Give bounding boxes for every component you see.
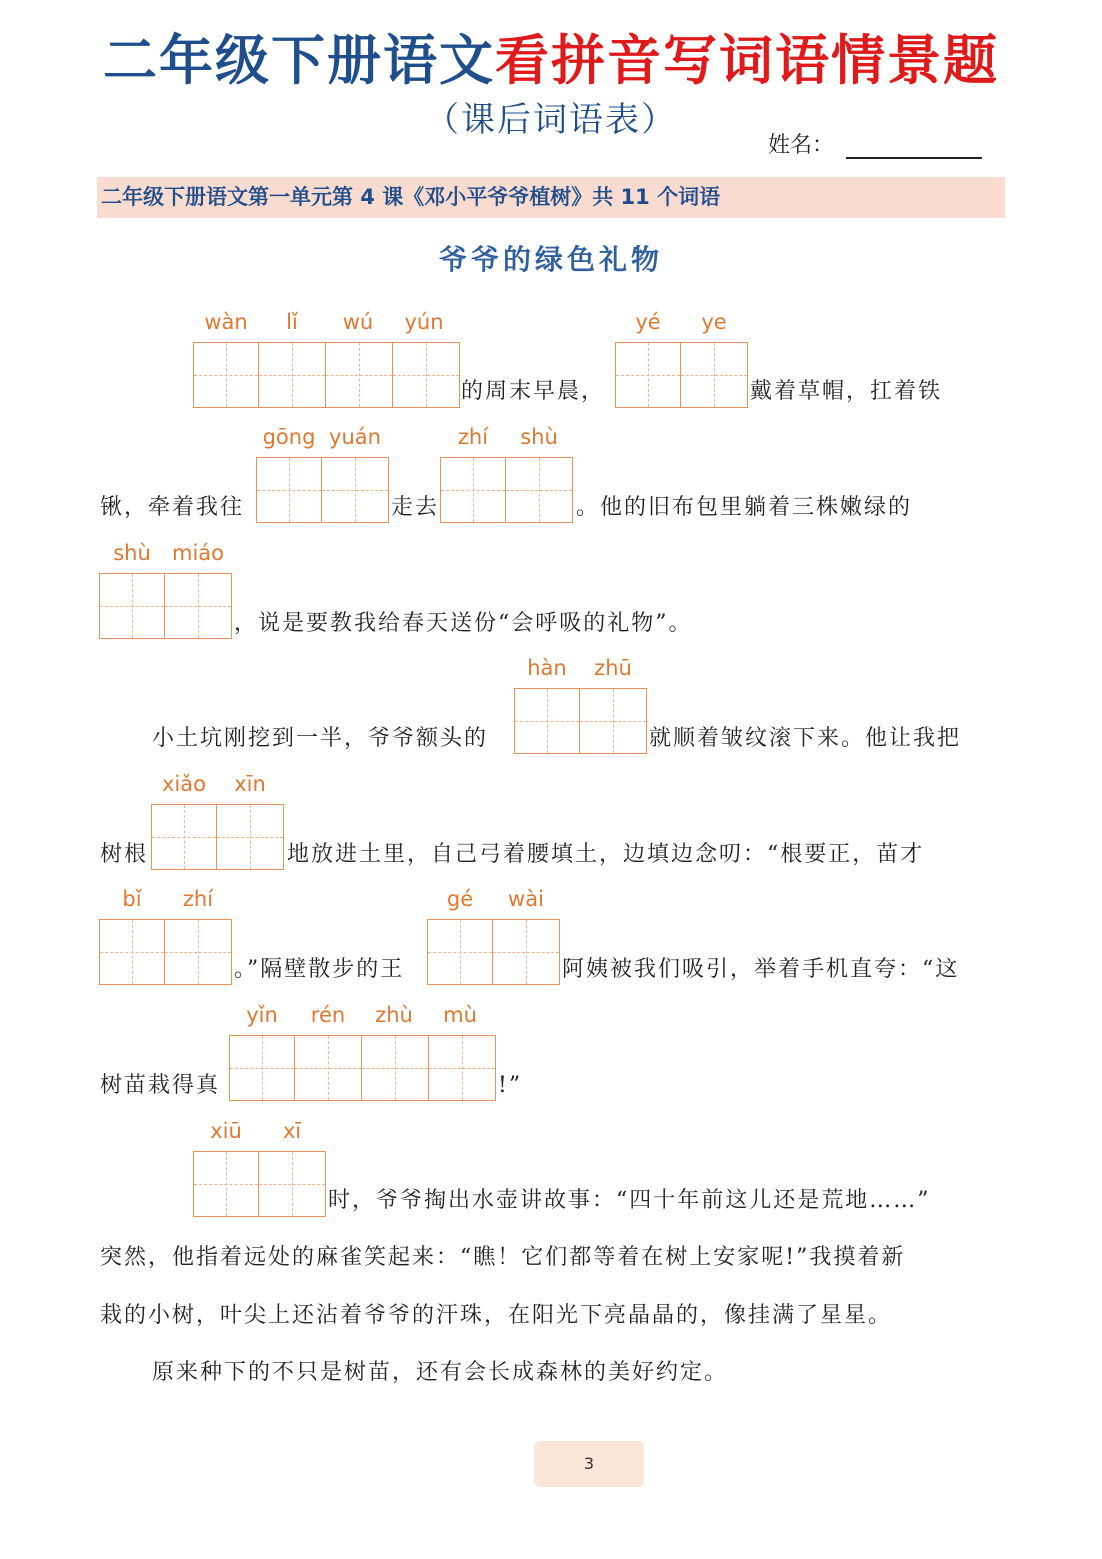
page-title — [0, 28, 1102, 94]
pinyin: yún — [404, 310, 444, 334]
pinyin: shù — [113, 541, 151, 565]
writing-cell[interactable] — [99, 573, 165, 639]
pinyin: hàn — [527, 656, 567, 680]
story-text: 就顺着皱纹滚下来。他让我把 — [649, 726, 962, 751]
writing-cell[interactable] — [580, 688, 647, 754]
writing-cell[interactable] — [493, 919, 560, 985]
writing-cell[interactable] — [427, 919, 493, 985]
story-text: 小土坑刚挖到一半，爷爷额头的 — [152, 726, 489, 751]
pinyin: xīn — [234, 772, 266, 796]
writing-cell[interactable] — [295, 1035, 362, 1101]
pinyin: gōng — [262, 425, 316, 449]
pinyin: miáo — [171, 541, 224, 565]
word-8 — [99, 886, 232, 985]
pinyin: yé — [635, 310, 661, 334]
pinyin: mù — [443, 1003, 477, 1027]
pinyin: xī — [282, 1119, 302, 1143]
writing-cell[interactable] — [326, 342, 393, 408]
story-text: 原来种下的不只是树苗，还有会长成森林的美好约定。 — [152, 1360, 729, 1385]
word-3 — [256, 424, 389, 523]
writing-cell[interactable] — [99, 919, 165, 985]
pinyin: wàn — [204, 310, 248, 334]
writing-cell[interactable] — [514, 688, 580, 754]
story-text: 时，爷爷掏出水壶讲故事：“四十年前这儿还是荒地……” — [328, 1188, 931, 1213]
pinyin: lǐ — [286, 310, 298, 334]
pinyin: zhù — [375, 1003, 413, 1027]
story-text: !” — [498, 1073, 523, 1098]
pinyin: yǐn — [246, 1003, 278, 1027]
writing-cell[interactable] — [193, 342, 259, 408]
pinyin: xiū — [210, 1119, 242, 1143]
writing-cell[interactable] — [165, 573, 232, 639]
pinyin: shù — [520, 425, 558, 449]
word-1 — [193, 309, 460, 408]
writing-cell[interactable] — [151, 804, 217, 870]
word-7 — [151, 771, 284, 870]
name-label: 姓名： — [768, 133, 835, 158]
writing-cell[interactable] — [193, 1151, 259, 1217]
writing-cell[interactable] — [440, 457, 506, 523]
writing-cell[interactable] — [615, 342, 681, 408]
story-text: 地放进土里，自己弓着腰填土，边填边念叨：“根要正，苗才 — [287, 842, 925, 867]
writing-cell[interactable] — [506, 457, 573, 523]
writing-cell[interactable] — [259, 342, 326, 408]
writing-cell[interactable] — [362, 1035, 429, 1101]
story-text: 走去 — [391, 495, 440, 520]
story-text: 树根 — [100, 842, 149, 867]
pinyin: rén — [310, 1003, 346, 1027]
story-text: 栽的小树，叶尖上还沾着爷爷的汗珠，在阳光下亮晶晶的，像挂满了星星。 — [100, 1303, 893, 1328]
story-text: 的周末早晨， — [461, 379, 606, 404]
word-4 — [440, 424, 573, 523]
pinyin: zhí — [182, 887, 214, 911]
story-text: 戴着草帽，扛着铁 — [750, 379, 943, 404]
writing-cell[interactable] — [256, 457, 322, 523]
story-text: 。”隔壁散步的王 — [234, 957, 405, 982]
pinyin: yuán — [329, 425, 381, 449]
story-text: ，说是要教我给春天送份“会呼吸的礼物”。 — [234, 611, 693, 636]
story-title: 爷爷的绿色礼物 — [438, 243, 663, 276]
story-text: 。他的旧布包里躺着三株嫩绿的 — [576, 495, 913, 520]
title-part-grade: 二年级下册语文 — [103, 29, 495, 92]
pinyin: wài — [508, 887, 544, 911]
story-text: 树苗栽得真 — [100, 1073, 221, 1098]
word-2 — [615, 309, 748, 408]
pinyin: gé — [446, 887, 474, 911]
writing-cell[interactable] — [165, 919, 232, 985]
writing-cell[interactable] — [322, 457, 389, 523]
writing-cell[interactable] — [393, 342, 460, 408]
writing-cell[interactable] — [217, 804, 284, 870]
page-number: 3 — [534, 1441, 644, 1487]
pinyin: wú — [342, 310, 374, 334]
writing-cell[interactable] — [259, 1151, 326, 1217]
name-input-line[interactable] — [846, 157, 982, 159]
word-5 — [99, 540, 232, 639]
story-text: 突然，他指着远处的麻雀笑起来：“瞧！它们都等着在树上安家呢!”我摸着新 — [100, 1245, 906, 1270]
pinyin: ye — [701, 310, 727, 334]
pinyin: zhí — [457, 425, 489, 449]
writing-cell[interactable] — [429, 1035, 496, 1101]
pinyin: xiǎo — [162, 772, 206, 796]
word-9 — [427, 886, 560, 985]
word-10 — [229, 1002, 496, 1101]
writing-cell[interactable] — [229, 1035, 295, 1101]
pinyin: zhū — [594, 656, 632, 680]
lesson-banner: 二年级下册语文第一单元第 4 课《邓小平爷爷植树》共 11 个词语 — [97, 177, 1005, 218]
word-6 — [514, 655, 647, 754]
page-subtitle: （课后词语表） — [425, 100, 677, 140]
story-text: 阿姨被我们吸引，举着手机直夸：“这 — [562, 957, 960, 982]
word-11 — [193, 1118, 326, 1217]
pinyin: bǐ — [122, 887, 142, 911]
writing-cell[interactable] — [681, 342, 748, 408]
title-part-topic: 看拼音写词语情景题 — [495, 29, 999, 92]
story-text: 锹，牵着我往 — [100, 495, 245, 520]
